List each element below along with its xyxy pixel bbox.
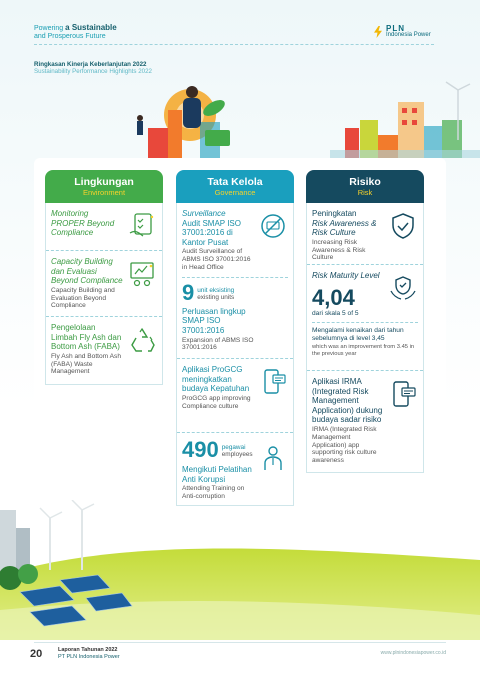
item-subtitle: IRMA (Integrated Risk Management Application) app supporting risk culture awareness (312, 425, 377, 465)
list-item (177, 203, 293, 358)
units-stat (182, 279, 288, 305)
units-label-id: unit eksisting (197, 286, 235, 294)
divider (312, 322, 418, 323)
item-title: Perluasan lingkup SMAP ISO 37001:2016 (182, 306, 246, 335)
city-business-illustration (0, 80, 480, 170)
mobile-app-icon (258, 367, 288, 397)
pln-logo (373, 26, 431, 38)
shield-check-icon (388, 211, 418, 241)
footer-report-info (58, 647, 120, 660)
report-title: Laporan Tahunan 2022 (58, 647, 118, 653)
maturity-value: 4,04 (312, 284, 355, 310)
governance-header (176, 170, 294, 203)
item-title: Monitoring PROPER Beyond Compliance (51, 209, 115, 238)
brand-sub: Indonesia Power (386, 32, 431, 38)
list-item (307, 203, 423, 264)
item-title: Pengelolaan Limbah Fly Ash dan Bottom Ash (FABA) (51, 323, 122, 352)
item-title: Mengikuti Pelatihan Anti Korupsi (182, 465, 252, 484)
website-link[interactable]: www.plnindonesiapower.co.id (380, 650, 446, 656)
units-label-en: existing units (197, 293, 235, 301)
item-title-italic: Surveillance (182, 209, 226, 218)
environment-header (45, 170, 163, 203)
brand-name: PLN (386, 24, 405, 33)
item-subtitle: Capacity Building and Evaluation Beyond Compliance (51, 286, 115, 310)
maturity-note-en: which was an improvement from 3.45 in the previous year (312, 343, 415, 357)
risk-subtitle: Risk (357, 188, 373, 197)
footer-divider (34, 642, 446, 643)
item-subtitle: Fly Ash and Bottom Ash (FABA) Waste Management (51, 352, 122, 376)
item-subtitle: Attending Training on Anti-corruption (182, 485, 245, 501)
employees-label-id: pegawai (221, 444, 246, 452)
list-item (177, 432, 293, 505)
trainer-icon (258, 443, 288, 473)
risk-header (306, 170, 424, 203)
item-title: Capacity Building dan Evaluasi Beyond Compliance (51, 257, 123, 286)
tagline-prefix: Powering (34, 25, 64, 32)
company-name: PT PLN Indonesia Power (58, 653, 120, 660)
page-number: 20 (30, 648, 43, 660)
mobile-chat-icon (388, 379, 418, 409)
divider (182, 277, 288, 278)
checklist-hand-icon (127, 211, 157, 241)
list-item (46, 316, 162, 384)
tagline-line2: and Prosperous Future (34, 33, 106, 40)
list-item (177, 358, 293, 432)
risk-title: Risiko (349, 176, 381, 188)
governance-subtitle: Governance (214, 188, 256, 197)
solar-wind-landscape-illustration (0, 500, 480, 640)
environment-title: Lingkungan (74, 176, 134, 188)
item-title: Aplikasi IRMA (Integrated Risk Management Application) dukung budaya sadar risiko (312, 377, 383, 425)
header-divider (34, 44, 434, 45)
item-title: Audit SMAP ISO 37001:2016 di Kantor Pusat (182, 218, 241, 247)
environment-subtitle: Environment (82, 188, 126, 197)
governance-items (176, 203, 294, 506)
item-subtitle: Audit Surveillance of ABMS ISO 37001:2016 in Head Office (182, 248, 251, 271)
list-item (307, 264, 423, 370)
item-title-italic: Risk Maturity Level (312, 271, 380, 280)
no-bribery-icon (258, 211, 288, 241)
item-title: Peningkatan (312, 209, 357, 218)
maturity-note: Mengalami kenaikan dari tahun sebelumnya di level 3,45 (312, 327, 404, 343)
section-title (34, 61, 152, 75)
risk-items (306, 203, 424, 473)
item-title: Aplikasi ProGCG meningkatkan budaya Kepatuhan (182, 365, 250, 394)
section-title-id: Ringkasan Kinerja Keberlanjutan 2022 (34, 61, 147, 68)
report-tagline (34, 24, 117, 41)
governance-column (176, 170, 294, 506)
units-value: 9 (182, 279, 195, 305)
list-item (46, 203, 162, 250)
hands-shield-icon (388, 273, 418, 303)
employees-value: 490 (182, 437, 219, 463)
risk-column (306, 170, 424, 473)
item-subtitle: ProGCG app improving Compliance culture (182, 394, 251, 410)
environment-column (45, 170, 163, 385)
maturity-scale: dari skala 5 of 5 (312, 309, 359, 317)
list-item (46, 250, 162, 316)
governance-title: Tata Kelola (207, 176, 263, 188)
tagline-bold: a Sustainable (65, 23, 117, 32)
lightning-bolt-icon (373, 26, 383, 38)
employees-label-en: employees (221, 451, 253, 459)
list-item (307, 370, 423, 472)
item-subtitle: Increasing Risk Awareness & Risk Culture (312, 238, 366, 262)
environment-items (45, 203, 163, 385)
recycle-icon (127, 325, 157, 355)
presentation-icon (127, 259, 157, 289)
section-title-en: Sustainability Performance Highlights 2022 (34, 68, 152, 75)
item-title-italic: Risk Awareness & Risk Culture (312, 218, 377, 238)
item-subtitle: Expansion of ABMS ISO 37001:2016 (182, 336, 254, 352)
